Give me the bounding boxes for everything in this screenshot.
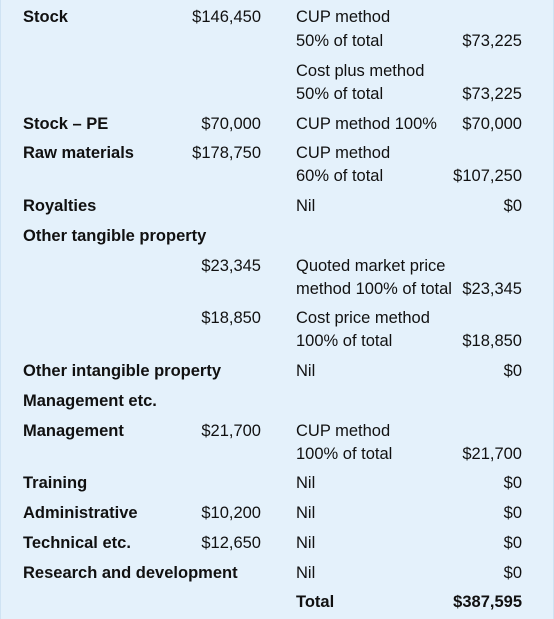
row-label-technical: Technical etc.	[23, 534, 131, 552]
row-method-stock-pe: CUP method 100%	[296, 115, 437, 133]
row-label-administrative: Administrative	[23, 504, 138, 522]
row-method-management: CUP method	[296, 422, 391, 440]
row-value-training: $0	[503, 474, 522, 492]
row-label-other-tangible: Other tangible property	[23, 227, 207, 245]
row-label-stock: Stock	[23, 8, 68, 26]
row-amount-stock-pe: $70,000	[201, 115, 261, 133]
row-method-cost-price: Cost price method	[296, 309, 430, 327]
row-value-cost-plus: $73,225	[462, 85, 522, 103]
row-method-royalties: Nil	[296, 197, 316, 215]
row-method2-cost-plus: 50% of total	[296, 85, 384, 103]
row-method-other-intangible: Nil	[296, 362, 316, 380]
row-method-raw-materials: CUP method	[296, 144, 391, 162]
row-label-stock-pe: Stock – PE	[23, 115, 109, 133]
row-method-administrative: Nil	[296, 504, 316, 522]
row-amount-administrative: $10,200	[201, 504, 261, 522]
row-method-research: Nil	[296, 564, 316, 582]
row-amount-stock: $146,450	[192, 8, 261, 26]
row-method2-stock: 50% of total	[296, 32, 384, 50]
row-method-stock: CUP method	[296, 8, 391, 26]
row-method2-quoted-market: method 100% of total	[296, 280, 452, 298]
row-amount-raw-materials: $178,750	[192, 144, 261, 162]
row-value-cost-price: $18,850	[462, 332, 522, 350]
row-method2-management: 100% of total	[296, 445, 393, 463]
row-value-technical: $0	[503, 534, 522, 552]
row-method-training: Nil	[296, 474, 316, 492]
row-value-stock-pe: $70,000	[462, 115, 522, 133]
row-value-royalties: $0	[503, 197, 522, 215]
row-label-raw-materials: Raw materials	[23, 144, 134, 162]
row-method-cost-plus: Cost plus method	[296, 62, 425, 80]
row-method2-raw-materials: 60% of total	[296, 167, 384, 185]
row-value-raw-materials: $107,250	[453, 167, 522, 185]
row-value-management: $21,700	[462, 445, 522, 463]
row-amount-cost-price: $18,850	[201, 309, 261, 327]
row-value-quoted-market: $23,345	[462, 280, 522, 298]
total-label: Total	[296, 593, 335, 611]
row-label-research: Research and development	[23, 564, 238, 582]
row-value-other-intangible: $0	[503, 362, 522, 380]
row-amount-management: $21,700	[201, 422, 261, 440]
row-value-research: $0	[503, 564, 522, 582]
total-value: $387,595	[453, 593, 522, 611]
row-value-stock: $73,225	[462, 32, 522, 50]
row-method2-cost-price: 100% of total	[296, 332, 393, 350]
row-value-administrative: $0	[503, 504, 522, 522]
row-label-other-intangible: Other intangible property	[23, 362, 222, 380]
row-method-quoted-market: Quoted market price	[296, 257, 446, 275]
row-amount-technical: $12,650	[201, 534, 261, 552]
row-label-training: Training	[23, 474, 88, 492]
row-amount-quoted-market: $23,345	[201, 257, 261, 275]
row-label-royalties: Royalties	[23, 197, 97, 215]
row-method-technical: Nil	[296, 534, 316, 552]
row-label-management: Management	[23, 422, 124, 440]
row-label-management-etc: Management etc.	[23, 392, 157, 410]
